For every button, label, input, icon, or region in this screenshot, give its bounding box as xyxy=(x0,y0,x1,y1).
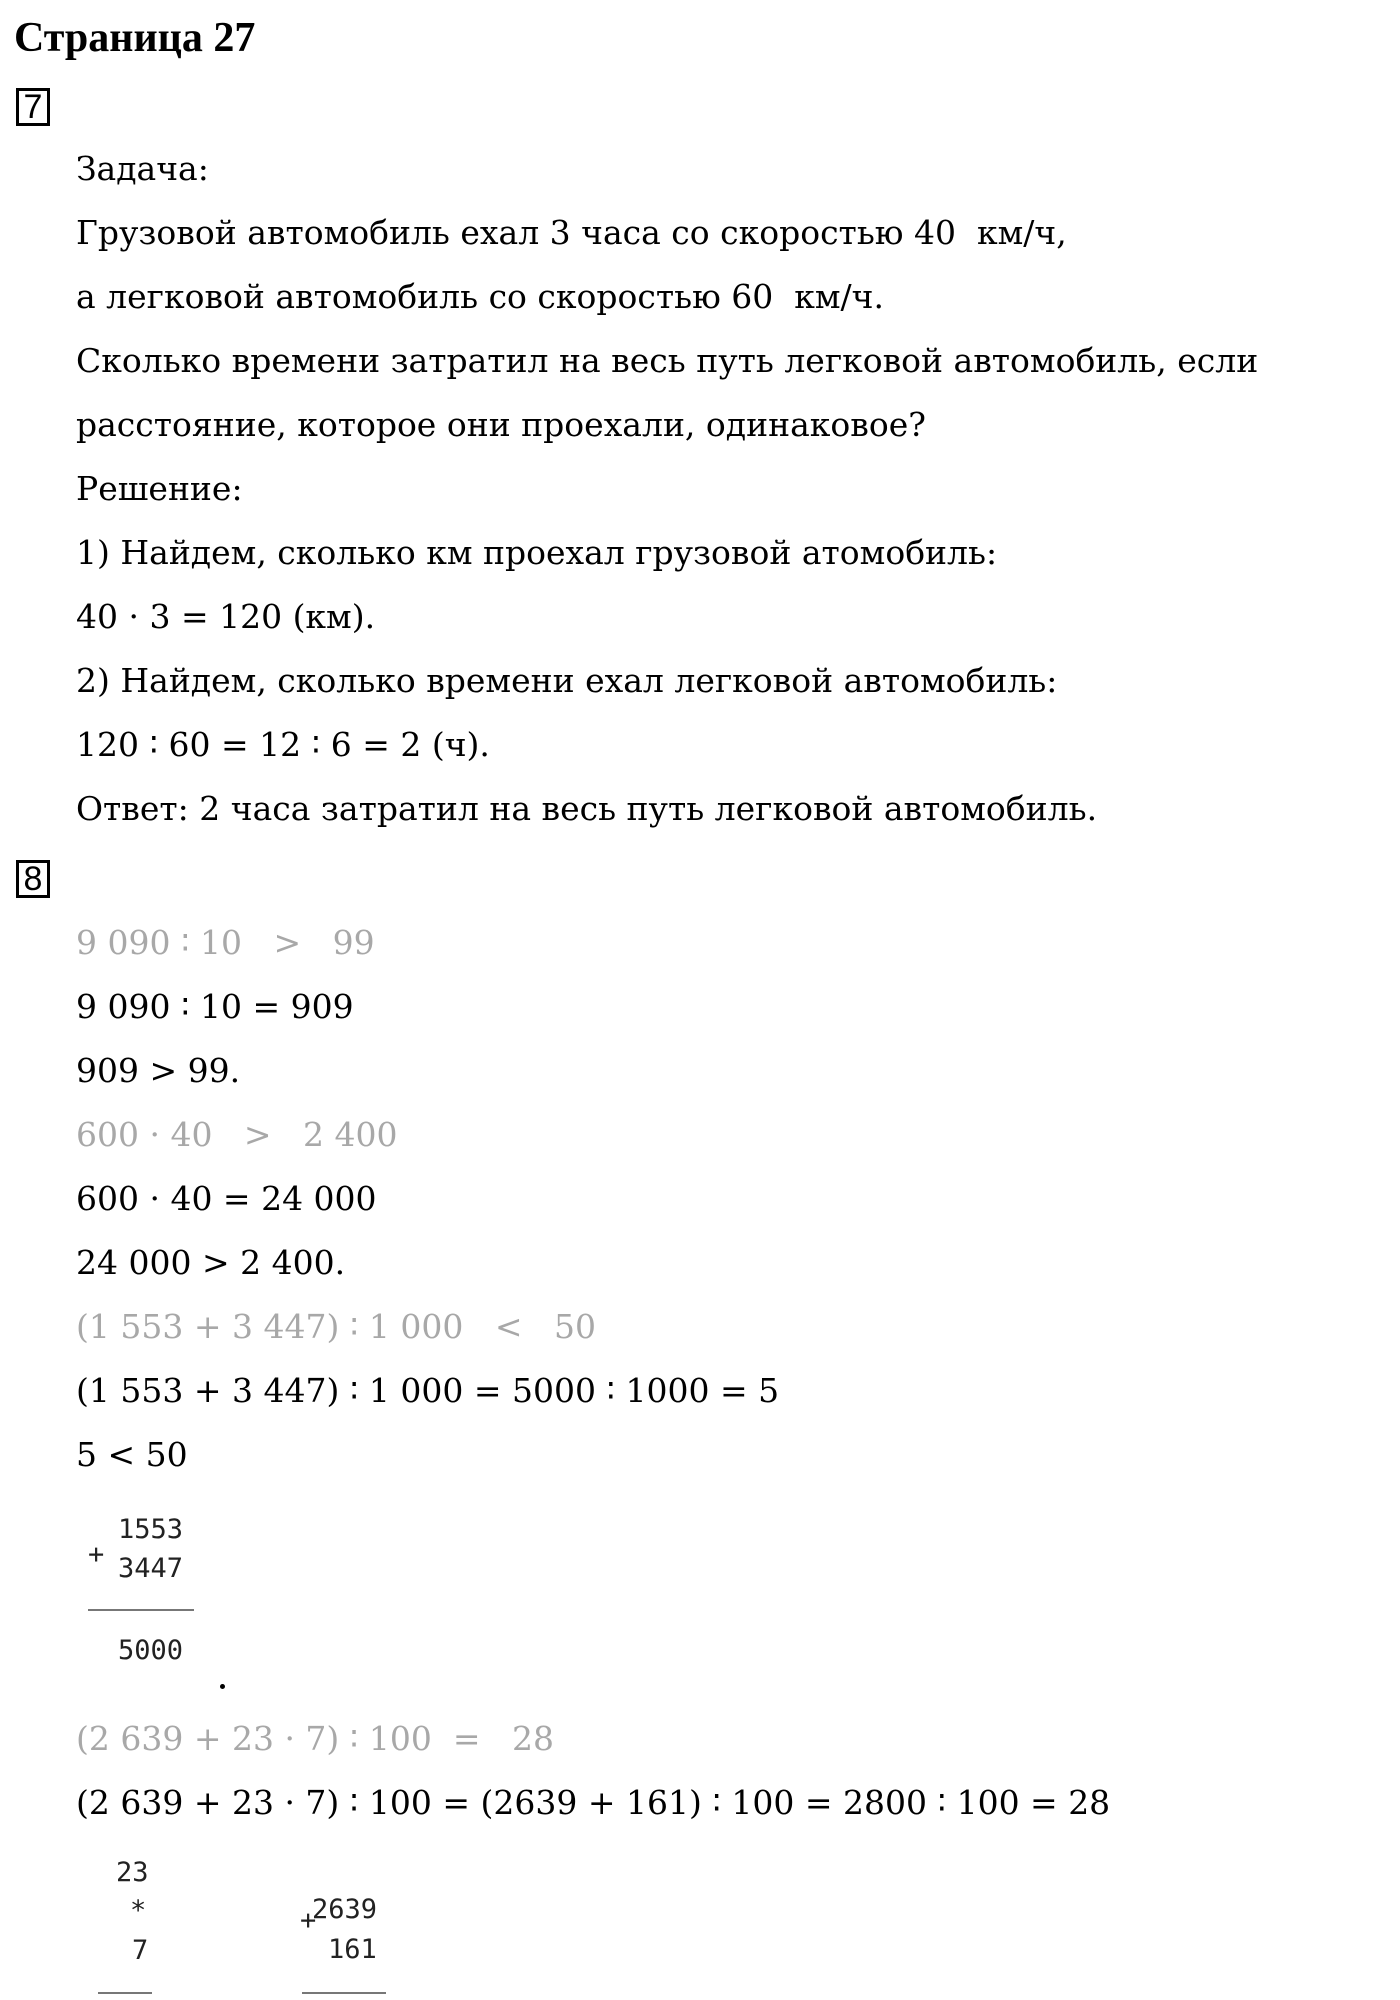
comparison-result: 24 000 > 2 400. xyxy=(76,1243,346,1282)
problem-text-line: а легковой автомобиль со скоростью 60 км/ч. xyxy=(76,277,884,316)
solution-step: 1) Найдем, сколько км проехал грузовой атомобиль: xyxy=(76,533,998,572)
task-number-box: 8 xyxy=(16,860,50,898)
solution-expression: 40 · 3 = 120 (км). xyxy=(76,597,376,636)
comparison-result: 5 < 50 xyxy=(76,1435,188,1474)
answer-line: Ответ: 2 часа затратил на весь путь легковой автомобиль. xyxy=(76,789,1098,828)
plus-sign: + xyxy=(88,1539,105,1570)
page-title: Страница 27 xyxy=(14,15,256,61)
problem-text-line: Грузовой автомобиль ехал 3 часа со скоростью 40 км/ч, xyxy=(76,213,1067,252)
addend-bottom: 161 xyxy=(328,1934,377,1965)
comparison-line: (1 553 + 3 447) ∶ 1 000 < 50 xyxy=(76,1307,596,1346)
plus-sign: + xyxy=(300,1905,317,1936)
addend-top: 2639 xyxy=(312,1894,378,1925)
comparison-line: (2 639 + 23 · 7) ∶ 100 = 28 xyxy=(76,1719,554,1758)
trailing-period xyxy=(220,1684,225,1689)
solution-heading: Решение: xyxy=(76,469,243,508)
calculation-line: 600 · 40 = 24 000 xyxy=(76,1179,377,1218)
multiply-sign: * xyxy=(130,1895,147,1926)
solution-expression: 120 ∶ 60 = 12 ∶ 6 = 2 (ч). xyxy=(76,725,490,764)
calculation-line: (1 553 + 3 447) ∶ 1 000 = 5000 ∶ 1000 = 5 xyxy=(76,1371,780,1410)
calculation-line: (2 639 + 23 · 7) ∶ 100 = (2639 + 161) ∶ 100 = 2800 ∶ 100 = 28 xyxy=(76,1783,1111,1822)
addend-bottom: 3447 xyxy=(118,1553,184,1584)
product-rule xyxy=(98,1992,152,1994)
comparison-line: 600 · 40 > 2 400 xyxy=(76,1115,398,1154)
sum-rule xyxy=(88,1609,194,1611)
problem-text-line: расстояние, которое они проехали, одинаковое? xyxy=(76,405,926,444)
task-heading: Задача: xyxy=(76,149,209,188)
comparison-result: 909 > 99. xyxy=(76,1051,241,1090)
factor-top: 23 xyxy=(116,1857,149,1888)
comparison-line: 9 090 ∶ 10 > 99 xyxy=(76,923,375,962)
sum-result: 5000 xyxy=(118,1635,184,1666)
calculation-line: 9 090 ∶ 10 = 909 xyxy=(76,987,354,1026)
sum-rule xyxy=(302,1992,386,1994)
factor-bottom: 7 xyxy=(132,1935,149,1966)
task-number-box: 7 xyxy=(16,88,50,126)
problem-text-line: Сколько времени затратил на весь путь легковой автомобиль, если xyxy=(76,341,1259,380)
solution-step: 2) Найдем, сколько времени ехал легковой автомобиль: xyxy=(76,661,1058,700)
addend-top: 1553 xyxy=(118,1514,184,1545)
